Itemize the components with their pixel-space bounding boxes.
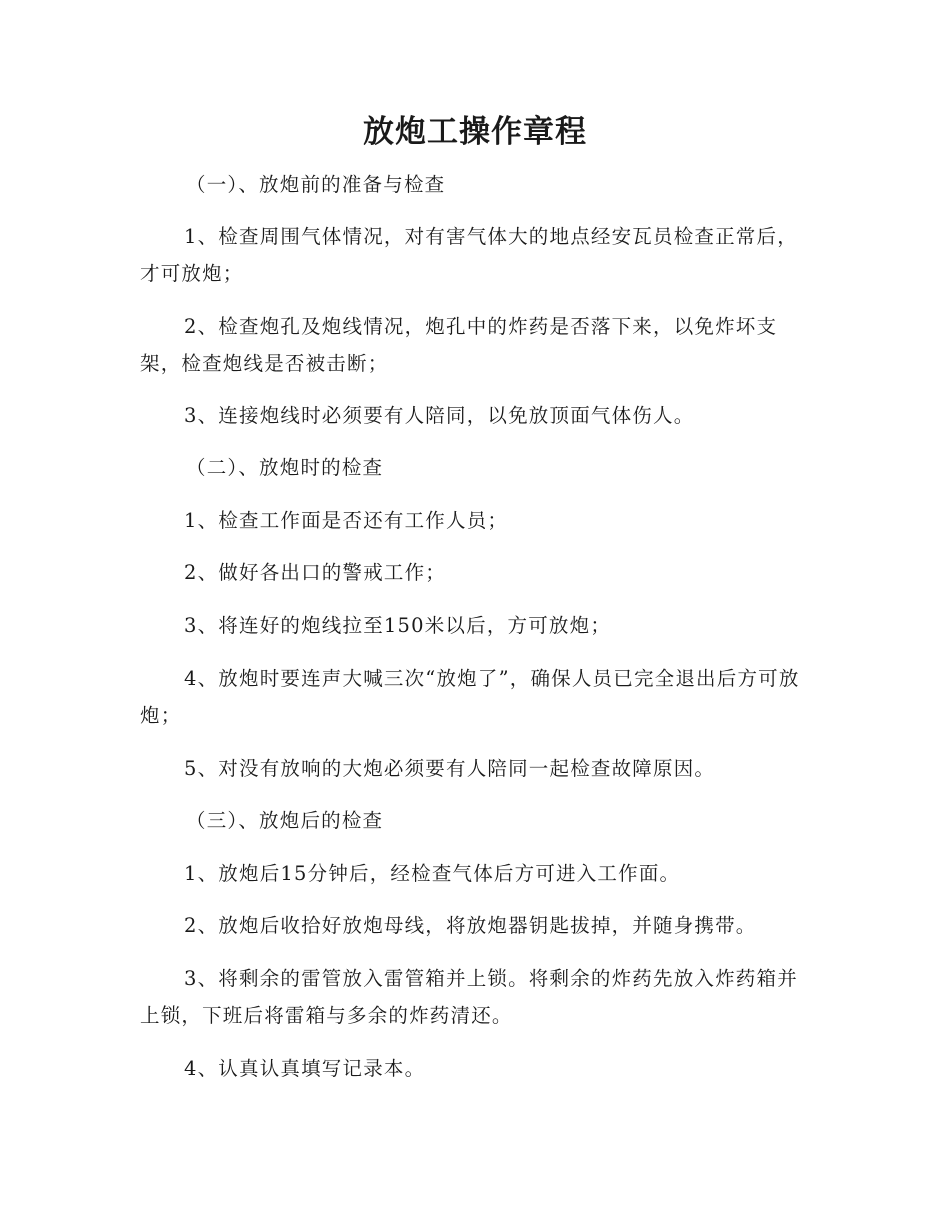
paragraph-2-3: 3、将连好的炮线拉至150米以后，方可放炮； — [184, 614, 612, 637]
paragraph-1-3: 3、连接炮线时必须要有人陪同，以免放顶面气体伤人。 — [184, 404, 695, 427]
section-heading-1: （一）、放炮前的准备与检查 — [186, 173, 446, 196]
paragraph-3-3: 3、将剩余的雷管放入雷管箱并上锁。将剩余的炸药先放入炸药箱并上锁，下班后将雷箱与多余的炸药清还。 — [140, 967, 798, 1027]
paragraph-2-1: 1、检查工作面是否还有工作人员； — [184, 509, 509, 532]
paragraph-2-2: 2、做好各出口的警戒工作； — [184, 561, 447, 584]
paragraph-1-1: 1、检查周围气体情况，对有害气体大的地点经安瓦员检查正常后，才可放炮； — [140, 225, 798, 285]
document-title: 放炮工操作章程 — [363, 114, 587, 150]
paragraph-2-4: 4、放炮时要连声大喊三次“放炮了”，确保人员已完全退出后方可放炮； — [140, 667, 800, 727]
section-heading-3: （三）、放炮后的检查 — [186, 809, 384, 832]
paragraph-1-2: 2、检查炮孔及炮线情况，炮孔中的炸药是否落下来，以免炸坏支架，检查炮线是否被击断； — [140, 315, 778, 375]
paragraph-3-4: 4、认真认真填写记录本。 — [184, 1057, 426, 1080]
paragraph-2-5: 5、对没有放响的大炮必须要有人陪同一起检查故障原因。 — [184, 757, 716, 780]
paragraph-3-2: 2、放炮后收拾好放炮母线，将放炮器钥匙拔掉，并随身携带。 — [184, 914, 757, 937]
section-heading-2: （二）、放炮时的检查 — [186, 456, 384, 479]
paragraph-3-1: 1、放炮后15分钟后，经检查气体后方可进入工作面。 — [184, 862, 681, 885]
